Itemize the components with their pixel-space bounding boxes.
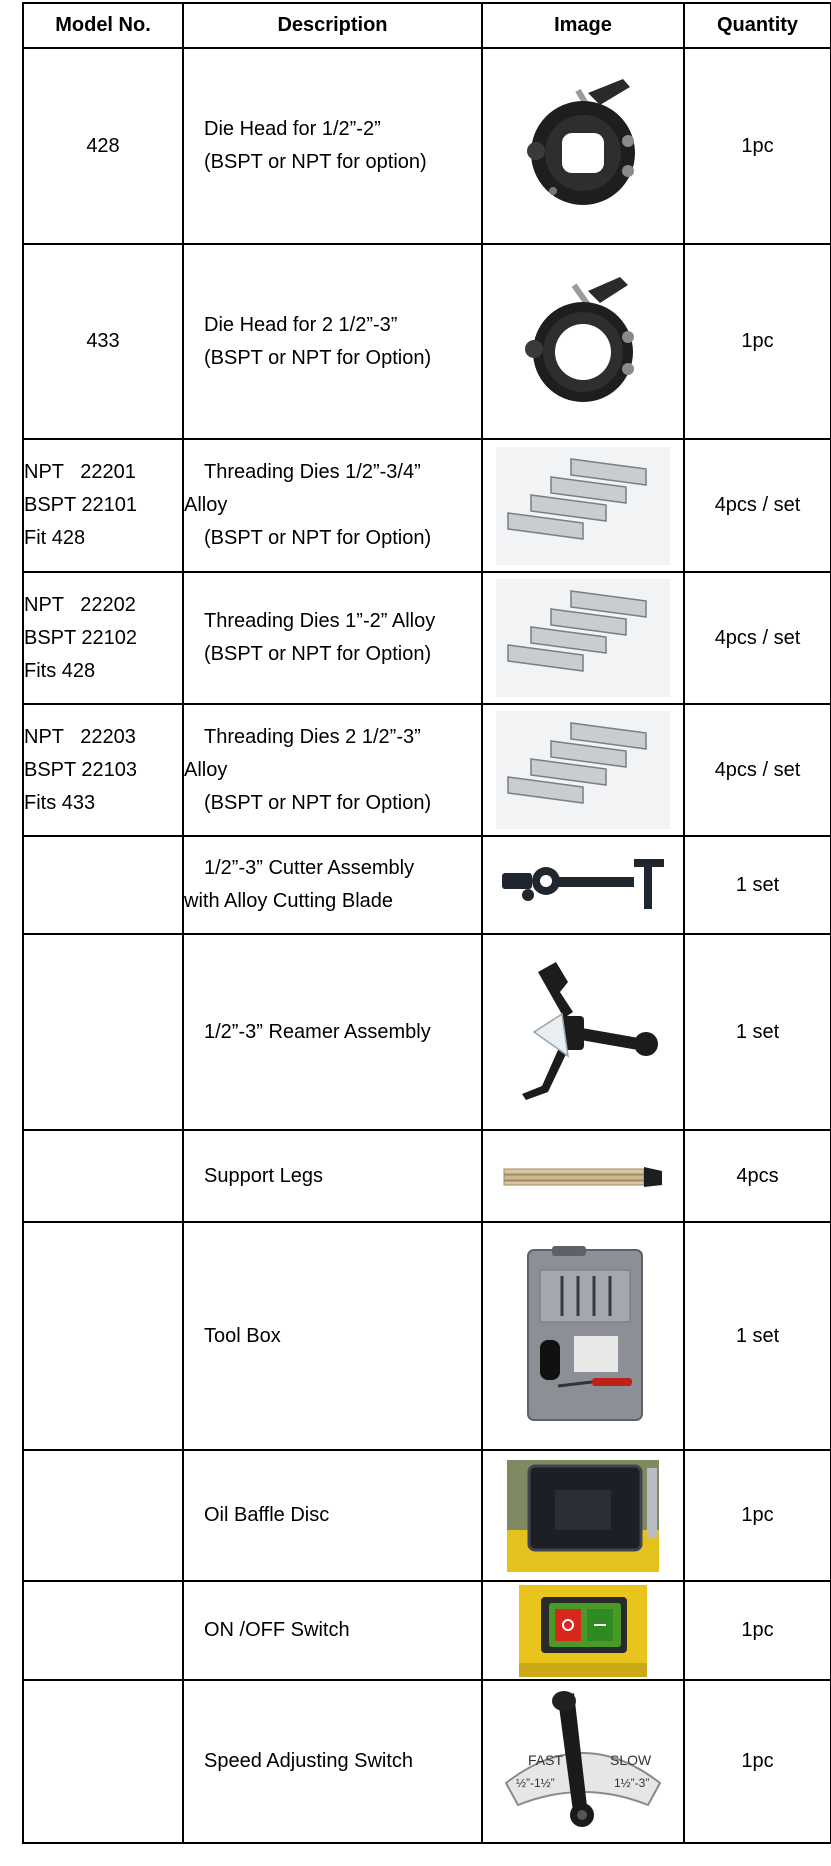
description-line: (BSPT or NPT for Option)	[204, 791, 432, 814]
description-cell	[183, 48, 482, 244]
description-cell	[183, 1222, 482, 1450]
table-row	[23, 1130, 831, 1222]
quantity-cell: 4pcs / set	[684, 439, 831, 572]
model-cell	[23, 439, 183, 572]
image-cell	[482, 1450, 684, 1581]
description-cell	[183, 704, 482, 836]
speed-range-fast: ½”-1½”	[516, 1775, 555, 1790]
description-line: Die Head for 1/2”-2”	[204, 118, 381, 140]
quantity-cell: 4pcs / set	[684, 704, 831, 836]
description-line: with Alloy Cutting Blade	[184, 890, 394, 912]
quantity-cell: 1pc	[684, 1680, 831, 1843]
model-line: BSPT 22102	[24, 626, 138, 649]
description-line: Support Legs	[204, 1164, 323, 1187]
threading-dies-icon	[496, 711, 670, 829]
table-row	[23, 704, 831, 836]
description-line: 1/2”-3” Cutter Assembly	[204, 857, 415, 879]
description-line: (BSPT or NPT for Option)	[204, 527, 432, 549]
model-line: Fit 428	[24, 527, 86, 549]
model-cell	[23, 1450, 183, 1581]
quantity-cell: 1 set	[684, 934, 831, 1130]
table-row	[23, 934, 831, 1130]
description-cell	[183, 934, 482, 1130]
model-cell	[23, 934, 183, 1130]
speed-switch-icon	[498, 1687, 668, 1837]
on-off-switch-icon	[519, 1585, 647, 1677]
support-legs-icon	[498, 1161, 668, 1191]
table-row	[23, 1680, 831, 1843]
model-line: BSPT 22101	[24, 494, 138, 516]
oil-baffle-disc-icon	[507, 1460, 659, 1572]
image-cell	[482, 244, 684, 439]
model-cell	[23, 1222, 183, 1450]
description-line: Oil Baffle Disc	[204, 1504, 330, 1526]
image-cell	[482, 1130, 684, 1222]
description-cell	[183, 1680, 482, 1843]
speed-label-fast: FAST	[528, 1751, 564, 1768]
quantity-cell: 1 set	[684, 1222, 831, 1450]
description-line: (BSPT or NPT for option)	[204, 151, 427, 173]
header-image: Image	[482, 3, 684, 48]
die-head-icon	[518, 267, 648, 417]
header-description: Description	[183, 3, 482, 48]
quantity-cell: 1pc	[684, 1450, 831, 1581]
description-cell	[183, 1130, 482, 1222]
threading-dies-icon	[496, 579, 670, 697]
description-line: Alloy	[184, 494, 228, 516]
image-cell	[482, 934, 684, 1130]
header-row	[23, 3, 831, 48]
table-row	[23, 48, 831, 244]
header-model: Model No.	[23, 3, 183, 48]
quantity-cell: 1 set	[684, 836, 831, 934]
model-line: NPT 22201	[24, 461, 136, 483]
model-line: Fits 433	[24, 791, 96, 814]
model-line: BSPT 22103	[24, 758, 138, 781]
parts-list-table	[22, 2, 831, 1844]
description-line: (BSPT or NPT for Option)	[204, 643, 432, 665]
table-row	[23, 439, 831, 572]
quantity-cell: 1pc	[684, 244, 831, 439]
description-line: Alloy	[184, 758, 228, 781]
table-row	[23, 1581, 831, 1680]
image-cell	[482, 572, 684, 704]
model-cell	[23, 704, 183, 836]
description-cell	[183, 244, 482, 439]
model-cell	[23, 1680, 183, 1843]
table-row	[23, 1450, 831, 1581]
description-line: Die Head for 2 1/2”-3”	[204, 313, 398, 336]
description-line: Speed Adjusting Switch	[204, 1750, 414, 1772]
model-line: Fits 428	[24, 659, 96, 682]
model-line: NPT 22203	[24, 725, 136, 748]
description-cell	[183, 1581, 482, 1680]
quantity-cell: 1pc	[684, 48, 831, 244]
table-row	[23, 572, 831, 704]
description-line: Threading Dies 2 1/2”-3”	[204, 725, 421, 748]
model-line: 428	[86, 134, 120, 157]
description-line: Threading Dies 1/2”-3/4”	[204, 461, 421, 483]
table-row	[23, 836, 831, 934]
model-cell	[23, 572, 183, 704]
speed-range-slow: 1½”-3”	[614, 1775, 650, 1790]
description-line: Threading Dies 1”-2” Alloy	[204, 610, 436, 632]
image-cell	[482, 704, 684, 836]
model-line: NPT 22202	[24, 593, 136, 616]
model-cell	[23, 48, 183, 244]
quantity-cell: 1pc	[684, 1581, 831, 1680]
image-cell	[482, 1581, 684, 1680]
image-cell	[482, 48, 684, 244]
die-head-icon	[518, 71, 648, 221]
description-line: (BSPT or NPT for Option)	[204, 346, 432, 369]
speed-label-slow: SLOW	[610, 1751, 652, 1768]
model-cell	[23, 1130, 183, 1222]
quantity-cell: 4pcs / set	[684, 572, 831, 704]
model-cell	[23, 836, 183, 934]
image-cell	[482, 439, 684, 572]
table-row	[23, 1222, 831, 1450]
description-cell	[183, 1450, 482, 1581]
image-cell	[482, 836, 684, 934]
description-cell	[183, 572, 482, 704]
image-cell	[482, 1222, 684, 1450]
table-row	[23, 244, 831, 439]
image-cell	[482, 1680, 684, 1843]
quantity-cell: 4pcs	[684, 1130, 831, 1222]
description-line: Tool Box	[204, 1324, 281, 1347]
description-line: ON /OFF Switch	[204, 1619, 350, 1641]
model-cell	[23, 244, 183, 439]
description-cell	[183, 836, 482, 934]
description-cell	[183, 439, 482, 572]
header-quantity: Quantity	[684, 3, 831, 48]
pipe-cutter-icon	[498, 849, 668, 921]
tool-box-icon	[518, 1246, 648, 1426]
threading-dies-icon	[496, 447, 670, 565]
description-line: 1/2”-3” Reamer Assembly	[204, 1020, 431, 1043]
model-cell	[23, 1581, 183, 1680]
reamer-icon	[498, 952, 668, 1112]
model-line: 433	[86, 330, 120, 352]
